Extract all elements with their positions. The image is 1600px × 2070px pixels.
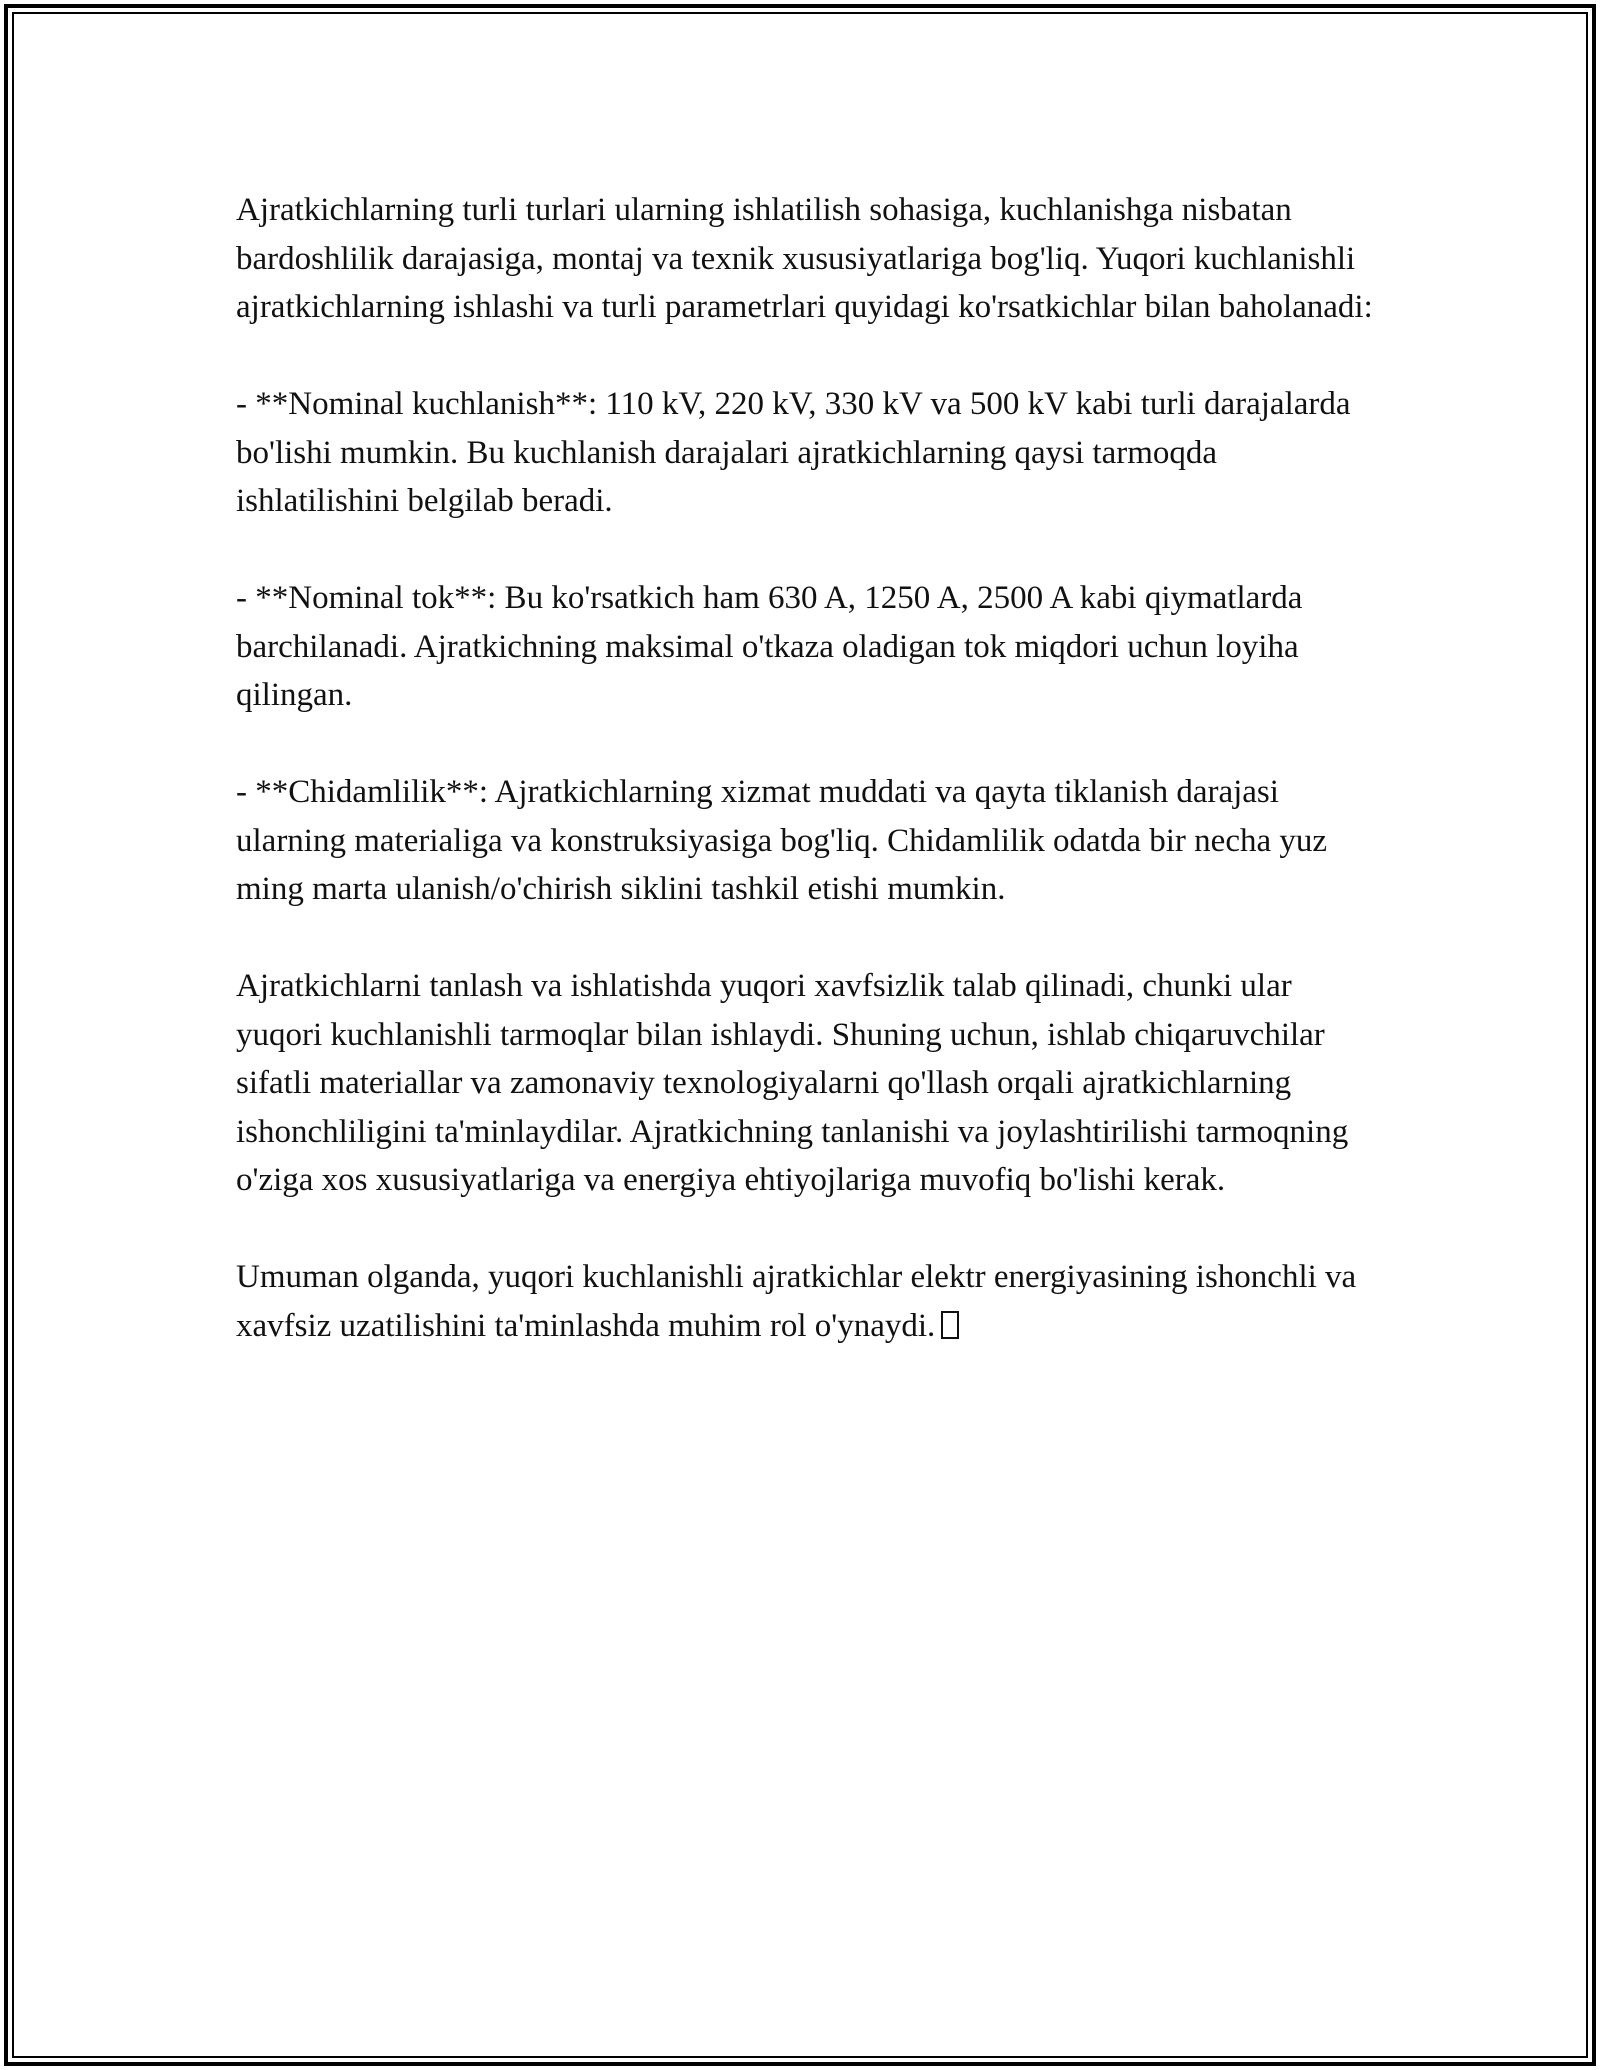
paragraph-conclusion-text: Umuman olganda, yuqori kuchlanishli ajratkichlar elektr energiyasining ishonchli va xavfsiz uzatilishini ta'minlashda muhim rol o'ynaydi. xyxy=(236,1259,1357,1344)
missing-glyph-box-icon xyxy=(941,1311,959,1339)
paragraph-nominal-current: - **Nominal tok**: Bu ko'rsatkich ham 630 A, 1250 A, 2500 A kabi qiymatlarda barchilanadi. Ajratkichning maksimal o'tkaza oladigan tok miqdori uchun loyiha qilingan. xyxy=(236,580,1303,713)
paragraph-nominal-voltage: - **Nominal kuchlanish**: 110 kV, 220 kV, 330 kV va 500 kV kabi turli darajalarda bo'lishi mumkin. Bu kuchlanish darajalari ajratkichlarning qaysi tarmoqda ishlatilishini belgilab beradi. xyxy=(236,386,1351,519)
paragraph-safety: Ajratkichlarni tanlash va ishlatishda yuqori xavfsizlik talab qilinadi, chunki ular yuqori kuchlanishli tarmoqlar bilan ishlaydi. Shuning uchun, ishlab chiqaruvchilar sifatli materiallar va zamonaviy texnologiyalarni qo'llash orqali ajratkichlarning ishonchliligini ta'minlaydilar. Ajratkichning tanlanishi va joylashtirilishi tarmoqning o'ziga xos xususiyatlariga va energiya ehtiyojlariga muvofiq bo'lishi kerak. xyxy=(236,968,1349,1198)
paragraph-durability: - **Chidamlilik**: Ajratkichlarning xizmat muddati va qayta tiklanish darajasi ularning materialiga va konstruksiyasiga bog'liq. Chidamlilik odatda bir necha yuz ming marta ulanish/o'chirish siklini tashkil etishi mumkin. xyxy=(236,774,1328,907)
paragraph-conclusion xyxy=(236,1253,1376,1350)
paragraph-intro: Ajratkichlarning turli turlari ularning ishlatilish sohasiga, kuchlanishga nisbatan bardoshlilik darajasiga, montaj va texnik xususiyatlariga bog'liq. Yuqori kuchlanishli ajratkichlarning ishlashi va turli parametrlari quyidagi ko'rsatkichlar bilan baholanadi: xyxy=(236,192,1373,325)
document-body xyxy=(236,186,1376,1350)
